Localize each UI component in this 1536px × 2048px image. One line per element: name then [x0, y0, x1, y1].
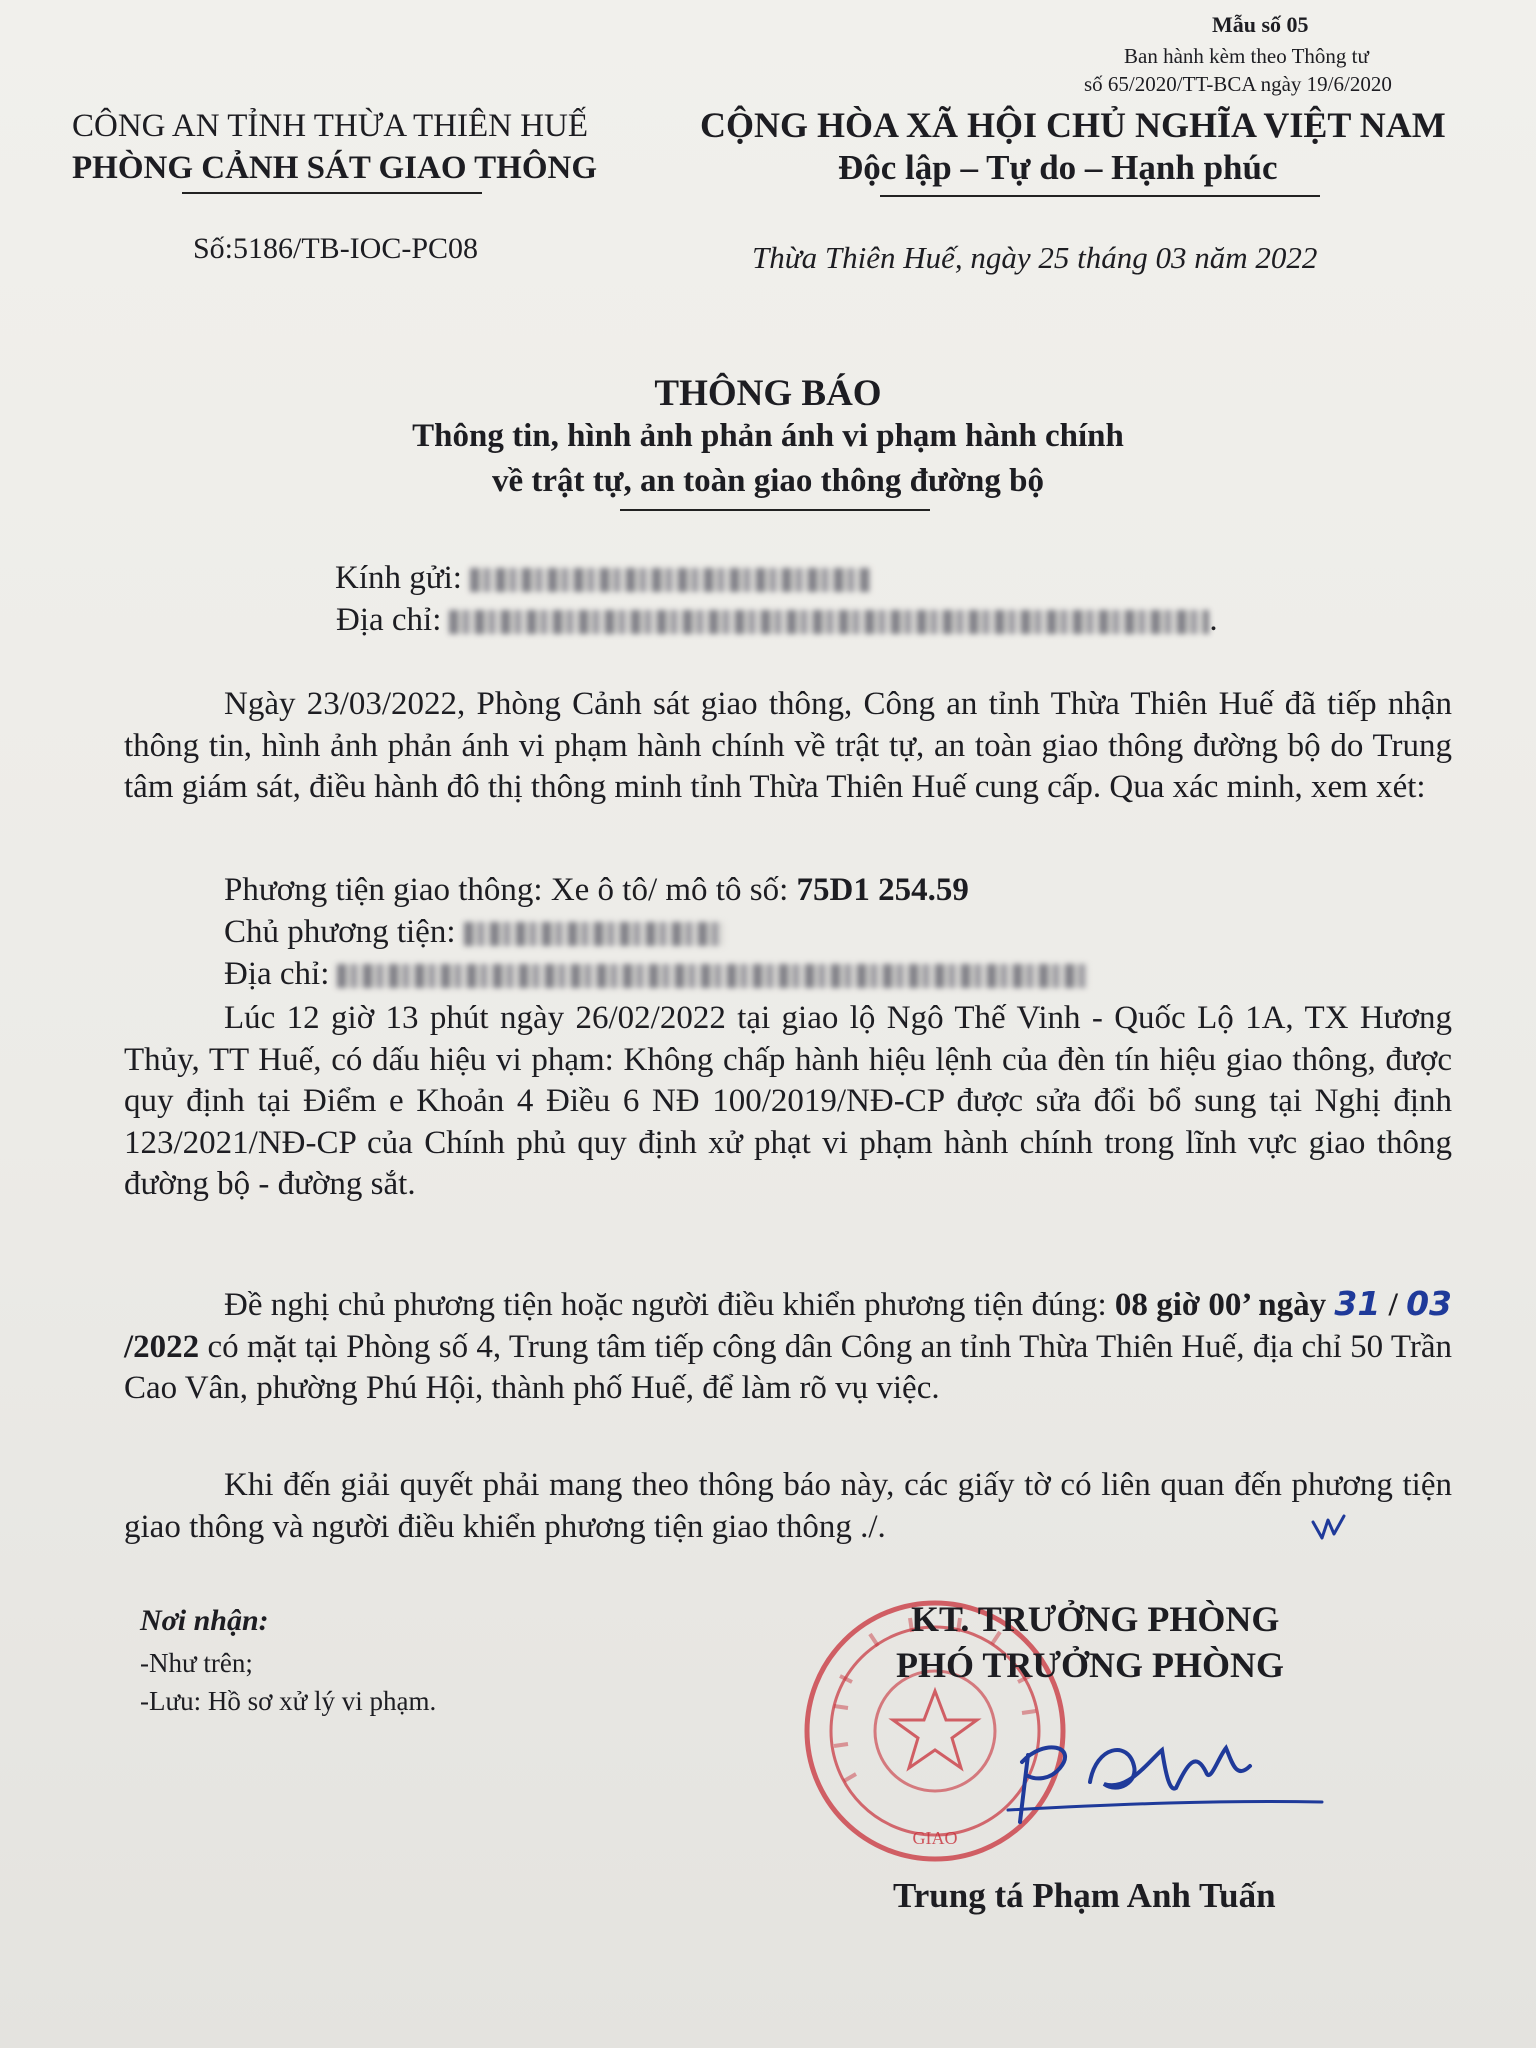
paragraph-appointment: [124, 1283, 1452, 1410]
receivers-item-2: -Lưu: Hồ sơ xử lý vi phạm.: [140, 1686, 437, 1716]
appointment-year: /2022: [124, 1328, 200, 1365]
place-date: Thừa Thiên Huế, ngày 25 tháng 03 năm 2022: [752, 240, 1318, 275]
receivers-title: Nơi nhận:: [140, 1604, 269, 1637]
paragraph-closing: Khi đến giải quyết phải mang theo thông báo này, các giấy tờ có liên quan đến phương tiện giao thông và người điều khiển phương tiện giao thông ./.: [124, 1467, 1452, 1545]
department-name: PHÒNG CẢNH SÁT GIAO THÔNG: [72, 150, 598, 186]
initial-mark-icon: [1310, 1512, 1346, 1542]
vehicle-line: [224, 872, 969, 909]
document-number: Số:5186/TB-IOC-PC08: [193, 232, 479, 265]
signature-title-2: PHÓ TRƯỞNG PHÒNG: [896, 1645, 1285, 1685]
appointment-day: 31: [1334, 1284, 1381, 1323]
agency-name: CÔNG AN TỈNH THỪA THIÊN HUẾ: [72, 108, 589, 144]
receivers-item-1: -Như trên;: [140, 1648, 253, 1678]
handwritten-signature: [1000, 1710, 1330, 1830]
seal-text: GIAO: [912, 1828, 958, 1848]
document-title: THÔNG BÁO: [654, 373, 882, 414]
signer-name: Trung tá Phạm Anh Tuấn: [893, 1876, 1276, 1915]
vehicle-label: Phương tiện giao thông: Xe ô tô/ mô tô số:: [224, 872, 797, 908]
recipient-address-end: .: [1209, 602, 1218, 638]
paragraph-violation: Lúc 12 giờ 13 phút ngày 26/02/2022 tại giao lộ Ngô Thế Vinh - Quốc Lộ 1A, TX Hương Thủy, TT Huế, có dấu hiệu vi phạm: Không chấp hành hiệu lệnh của đèn tín hiệu giao thông, được quy định tại Điểm e Khoản 4 Điều 6 NĐ 100/2019/NĐ-CP được sửa đổi bổ sung tại Nghị định 123/2021/NĐ-CP của Chính phủ quy định xử phạt vi phạm hành chính trong lĩnh vực giao thông đường bộ - đường sắt.: [124, 1000, 1452, 1202]
owner-address-line: [224, 956, 1087, 993]
owner-address-label: Địa chỉ:: [224, 956, 330, 992]
document-subtitle-1: Thông tin, hình ảnh phản ánh vi phạm hành chính: [412, 418, 1124, 454]
form-issued-line2: số 65/2020/TT-BCA ngày 19/6/2020: [1084, 72, 1392, 96]
recipient-address-line: [336, 602, 1218, 639]
appointment-lead: Đề nghị chủ phương tiện hoặc người điều khiển phương tiện đúng:: [224, 1287, 1115, 1323]
motto-underline: [880, 195, 1320, 197]
appointment-rest: có mặt tại Phòng số 4, Trung tâm tiếp công dân Công an tỉnh Thừa Thiên Huế, địa chỉ 50 Trần Cao Vân, phường Phú Hội, thành phố Huế, để làm rõ vụ việc.: [124, 1328, 1452, 1406]
appointment-month: 03: [1406, 1284, 1452, 1323]
vehicle-plate: 75D1 254.59: [796, 872, 969, 908]
subtitle-underline: [620, 509, 930, 511]
owner-label: Chủ phương tiện:: [224, 914, 456, 950]
paragraph-intro: Ngày 23/03/2022, Phòng Cảnh sát giao thông, Công an tỉnh Thừa Thiên Huế đã tiếp nhận thông tin, hình ảnh phản ánh vi phạm hành chính về trật tự, an toàn giao thông đường bộ do Trung tâm giám sát, điều hành đô thị thông minh tỉnh Thừa Thiên Huế cung cấp. Qua xác minh, xem xét:: [124, 686, 1452, 805]
department-underline: [182, 192, 482, 194]
redacted-recipient-address: [449, 610, 1209, 634]
redacted-recipient-name: [470, 568, 870, 592]
form-issued-line1: Ban hành kèm theo Thông tư: [1124, 44, 1369, 68]
form-number: Mẫu số 05: [1212, 12, 1309, 37]
signature-title-1: KT. TRƯỞNG PHÒNG: [911, 1599, 1280, 1639]
national-motto: Độc lập – Tự do – Hạnh phúc: [838, 148, 1278, 187]
republic-title: CỘNG HÒA XÃ HỘI CHỦ NGHĨA VIỆT NAM: [700, 105, 1446, 145]
appointment-sep: /: [1380, 1287, 1407, 1323]
document-subtitle-2: về trật tự, an toàn giao thông đường bộ: [491, 463, 1044, 499]
owner-line: [224, 914, 724, 951]
redacted-owner-name: [464, 922, 724, 946]
appointment-time: 08 giờ 00’ ngày: [1114, 1287, 1335, 1323]
recipient-address-label: Địa chỉ:: [336, 602, 442, 638]
redacted-owner-address: [337, 964, 1087, 988]
recipient-line: [335, 560, 870, 597]
recipient-label: Kính gửi:: [335, 560, 462, 596]
